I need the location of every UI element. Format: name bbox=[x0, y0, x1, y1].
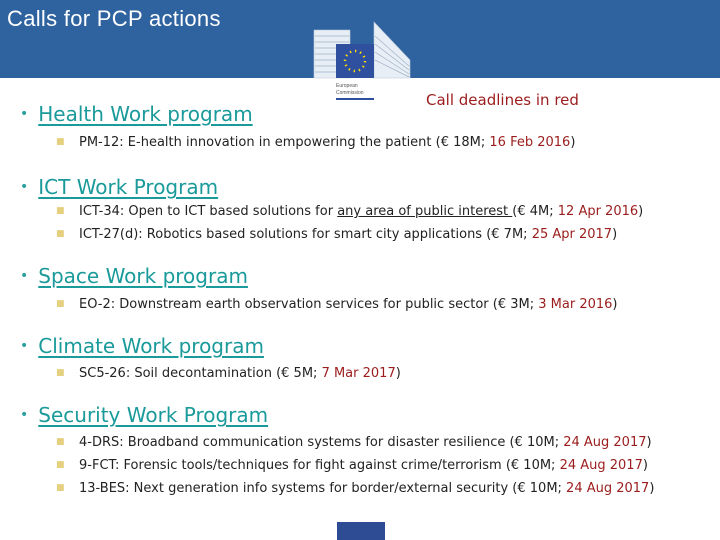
deadline-note: Call deadlines in red bbox=[426, 91, 579, 109]
list-item bbox=[56, 366, 401, 381]
deadline: 16 Feb 2016 bbox=[489, 135, 571, 150]
bullet-icon: • bbox=[20, 106, 29, 122]
slide-title: Calls for PCP actions bbox=[7, 6, 221, 31]
svg-text:European: European bbox=[336, 83, 358, 89]
bullet-icon: • bbox=[20, 179, 29, 195]
bullet-icon: ■ bbox=[56, 206, 65, 216]
item-text-end: ) bbox=[612, 297, 618, 312]
bullet-icon: ■ bbox=[56, 368, 65, 378]
item-text: (€ 4M; bbox=[512, 204, 558, 219]
deadline: 24 Aug 2017 bbox=[559, 458, 643, 473]
program-security[interactable] bbox=[20, 403, 268, 427]
bullet-icon: ■ bbox=[56, 460, 65, 470]
deadline: 7 Mar 2017 bbox=[321, 366, 396, 381]
bullet-icon: • bbox=[20, 268, 29, 284]
bullet-icon: ■ bbox=[56, 137, 65, 147]
deadline: 24 Aug 2017 bbox=[566, 481, 650, 496]
item-text-end: ) bbox=[646, 435, 652, 450]
svg-text:Commission: Commission bbox=[336, 90, 364, 96]
bullet-icon: • bbox=[20, 338, 29, 354]
list-item bbox=[56, 297, 617, 312]
item-text-end: ) bbox=[642, 458, 648, 473]
bullet-icon: ■ bbox=[56, 299, 65, 309]
item-text: 4-DRS: Broadband communication systems for disaster resilience (€ 10M; bbox=[79, 435, 564, 450]
program-link[interactable]: Security Work Program bbox=[38, 403, 269, 427]
item-text-end: ) bbox=[570, 135, 576, 150]
program-link[interactable]: ICT Work Program bbox=[38, 175, 219, 199]
footer-logo-block bbox=[337, 522, 385, 540]
item-text: SC5-26: Soil decontamination (€ 5M; bbox=[79, 366, 322, 381]
program-space[interactable] bbox=[20, 264, 248, 288]
bullet-icon: ■ bbox=[56, 437, 65, 447]
list-item bbox=[56, 204, 643, 219]
program-link[interactable]: Space Work program bbox=[38, 264, 248, 288]
deadline: 25 Apr 2017 bbox=[531, 227, 613, 242]
item-text-end: ) bbox=[395, 366, 401, 381]
bullet-icon: • bbox=[20, 407, 29, 423]
item-text-end: ) bbox=[649, 481, 655, 496]
deadline: 12 Apr 2016 bbox=[557, 204, 639, 219]
bullet-icon: ■ bbox=[56, 229, 65, 239]
european-commission-logo bbox=[312, 20, 412, 104]
deadline: 3 Mar 2016 bbox=[538, 297, 613, 312]
item-text: ICT-34: Open to ICT based solutions for bbox=[79, 204, 338, 219]
program-climate[interactable] bbox=[20, 334, 264, 358]
item-text: EO-2: Downstream earth observation services for public sector (€ 3M; bbox=[79, 297, 539, 312]
deadline: 24 Aug 2017 bbox=[563, 435, 647, 450]
item-text: 13-BES: Next generation info systems for border/external security (€ 10M; bbox=[79, 481, 567, 496]
item-text-end: ) bbox=[612, 227, 618, 242]
program-health[interactable] bbox=[20, 102, 253, 126]
list-item bbox=[56, 458, 648, 473]
item-text: ICT-27(d): Robotics based solutions for smart city applications (€ 7M; bbox=[79, 227, 532, 242]
program-link[interactable]: Health Work program bbox=[38, 102, 253, 126]
list-item bbox=[56, 435, 652, 450]
item-text: PM-12: E-health innovation in empowering the patient (€ 18M; bbox=[79, 135, 490, 150]
program-ict[interactable] bbox=[20, 175, 218, 199]
interest-link[interactable]: any area of public interest bbox=[337, 204, 513, 219]
list-item bbox=[56, 227, 617, 242]
item-text: 9-FCT: Forensic tools/techniques for fight against crime/terrorism (€ 10M; bbox=[79, 458, 560, 473]
program-link[interactable]: Climate Work program bbox=[38, 334, 264, 358]
list-item bbox=[56, 481, 654, 496]
bullet-icon: ■ bbox=[56, 483, 65, 493]
item-text-end: ) bbox=[638, 204, 644, 219]
list-item bbox=[56, 135, 575, 150]
